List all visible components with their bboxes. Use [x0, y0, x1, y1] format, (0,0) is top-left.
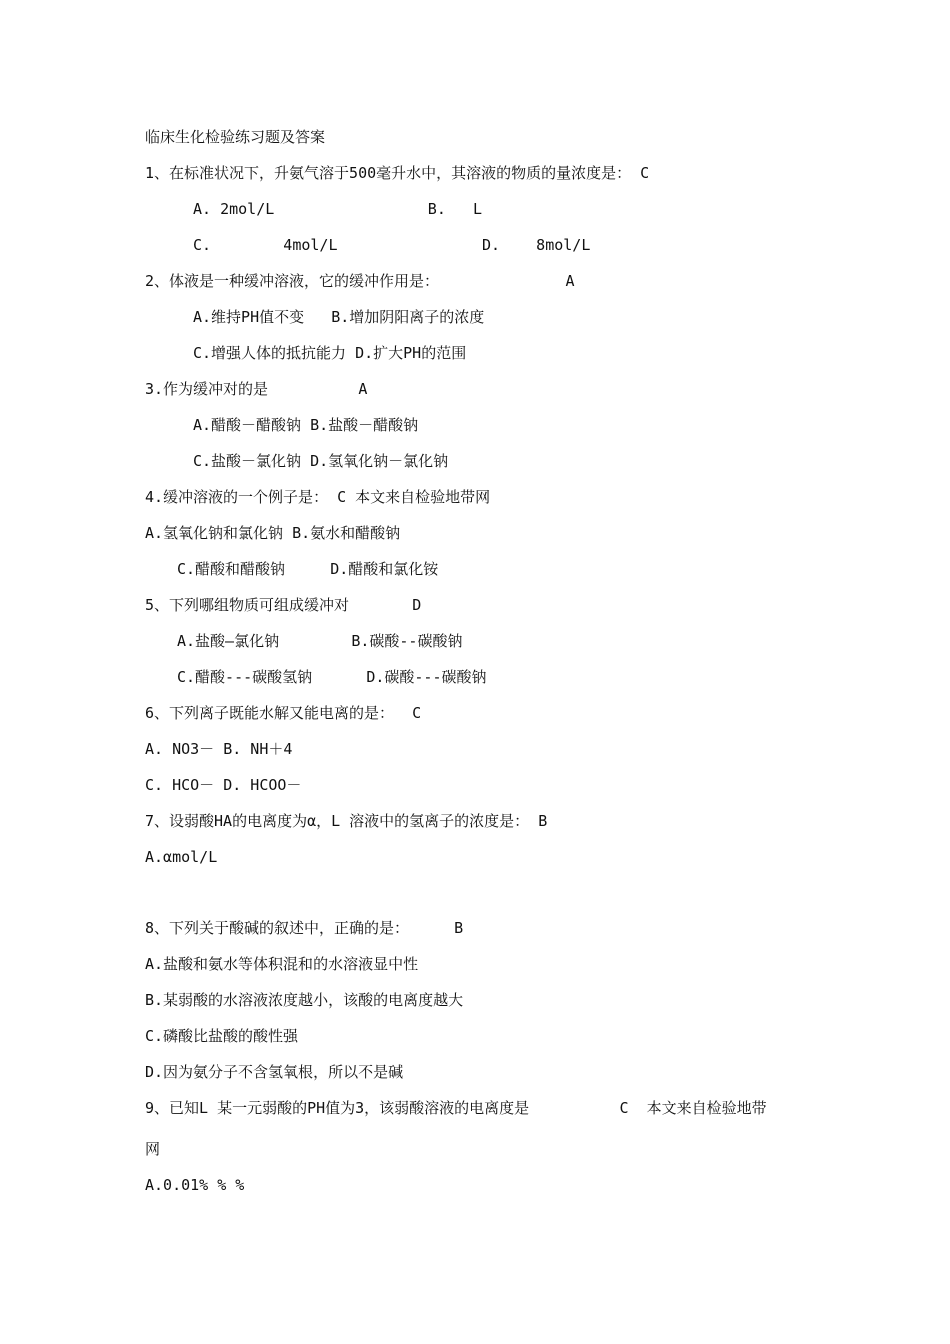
question-2-options-ab: A.维持PH值不变 B.增加阴阳离子的浓度	[193, 308, 485, 326]
question-7: 7、设弱酸HA的电离度为α，L 溶液中的氢离子的浓度是： B	[145, 812, 548, 830]
question-7-option-a: A.αmol/L	[145, 848, 218, 866]
question-8-option-c: C.磷酸比盐酸的酸性强	[145, 1027, 299, 1045]
question-3-options-cd: C.盐酸－氯化钠 D.氢氧化钠－氯化钠	[193, 452, 449, 470]
question-9-continuation: 网	[145, 1140, 161, 1158]
question-5: 5、下列哪组物质可组成缓冲对 D	[145, 596, 422, 614]
question-6-options-cd: C. HCO－ D. HCOO－	[145, 776, 302, 794]
question-1-options-cd: C. 4mol/L D. 8mol/L	[193, 236, 591, 254]
question-3: 3.作为缓冲对的是 A	[145, 380, 368, 398]
question-6-options-ab: A. NO3－ B. NH＋4	[145, 740, 293, 758]
question-9-options: A.0.01% % %	[145, 1176, 245, 1194]
question-2-options-cd: C.增强人体的抵抗能力 D.扩大PH的范围	[193, 344, 467, 362]
question-8-option-b: B.某弱酸的水溶液浓度越小，该酸的电离度越大	[145, 991, 464, 1009]
question-6: 6、下列离子既能水解又能电离的是： C	[145, 704, 422, 722]
question-9: 9、已知L 某一元弱酸的PH值为3，该弱酸溶液的电离度是 C 本文来自检验地带	[145, 1099, 767, 1117]
question-1-options-ab: A. 2mol/L B. L	[193, 200, 482, 218]
question-8: 8、下列关于酸碱的叙述中，正确的是： B	[145, 919, 464, 937]
question-8-option-d: D.因为氨分子不含氢氧根，所以不是碱	[145, 1063, 404, 1081]
question-2: 2、体液是一种缓冲溶液，它的缓冲作用是： A	[145, 272, 575, 290]
document-title: 临床生化检验练习题及答案	[145, 128, 326, 146]
question-3-options-ab: A.醋酸－醋酸钠 B.盐酸－醋酸钠	[193, 416, 419, 434]
question-5-options-cd: C.醋酸---碳酸氢钠 D.碳酸---碳酸钠	[177, 668, 487, 686]
question-5-options-ab: A.盐酸—氯化钠 B.碳酸--碳酸钠	[177, 632, 463, 650]
question-4-options-ab: A.氢氧化钠和氯化钠 B.氨水和醋酸钠	[145, 524, 401, 542]
question-4-options-cd: C.醋酸和醋酸钠 D.醋酸和氯化铵	[177, 560, 439, 578]
question-4: 4.缓冲溶液的一个例子是： C 本文来自检验地带网	[145, 488, 491, 506]
question-8-option-a: A.盐酸和氨水等体积混和的水溶液显中性	[145, 955, 419, 973]
question-1: 1、在标准状况下，升氨气溶于500毫升水中，其溶液的物质的量浓度是： C	[145, 164, 650, 182]
